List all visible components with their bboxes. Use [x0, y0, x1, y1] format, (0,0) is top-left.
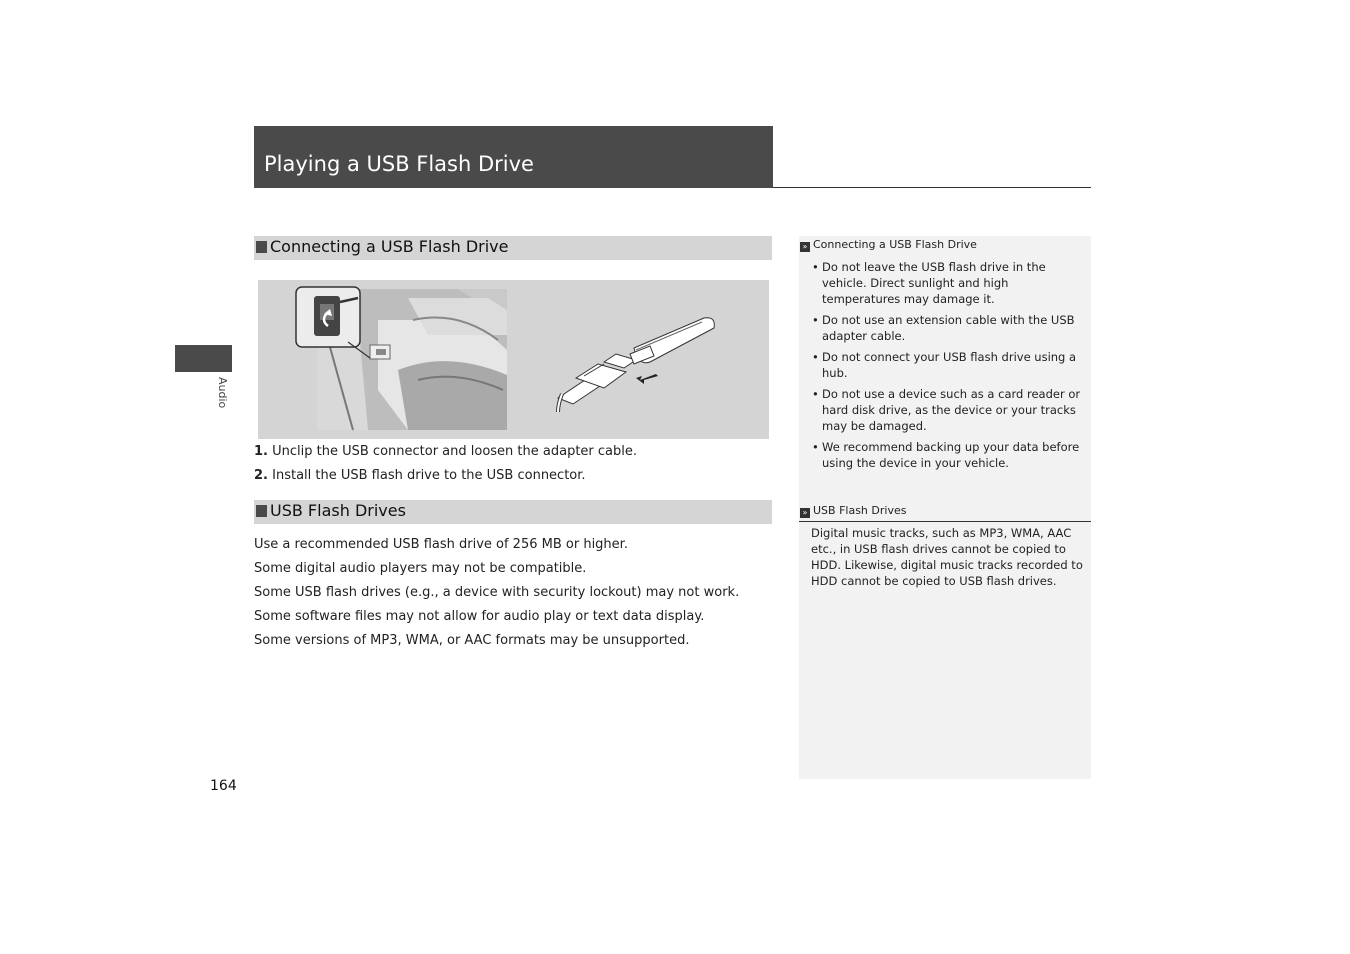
bullet-dot-icon: •: [812, 387, 819, 401]
note-bullet: • Do not use an extension cable with the USB adapter cable.: [812, 313, 1075, 343]
section-heading-usb-flash-drives: [254, 500, 772, 524]
body-text-line: Some software files may not allow for audio play or text data display.: [254, 609, 705, 624]
note-bullet: • Do not leave the USB flash drive in the vehicle. Direct sunlight and high temperatures may damage it.: [812, 260, 1046, 306]
body-text-line: Some versions of MP3, WMA, or AAC formats may be unsupported.: [254, 633, 690, 648]
square-bullet-icon: [256, 505, 267, 517]
page-number: 164: [210, 778, 237, 794]
bullet-dot-icon: •: [812, 260, 819, 274]
page-title: Playing a USB Flash Drive: [264, 152, 534, 176]
bullet-dot-icon: •: [812, 440, 819, 454]
bullet-dot-icon: •: [812, 350, 819, 364]
note-bullet: • We recommend backing up your data before using the device in your vehicle.: [812, 440, 1080, 470]
chapter-label: Audio: [216, 377, 229, 409]
body-text-line: Some digital audio players may not be compatible.: [254, 561, 587, 576]
note-rule: [799, 521, 1091, 522]
step-2: [254, 468, 586, 484]
note-heading-connecting: [800, 238, 977, 252]
double-chevron-icon: »: [800, 242, 810, 252]
note-body: Digital music tracks, such as MP3, WMA, AAC etc., in USB flash drives cannot be copied to HDD. Likewise, digital music tracks recorded to HDD cannot be copied to USB flash drives.: [811, 526, 1083, 588]
section-heading-text: Connecting a USB Flash Drive: [270, 237, 509, 256]
note-bullet: • Do not use a device such as a card reader or hard disk drive, as the device or your tracks may be damaged.: [812, 387, 1081, 433]
chapter-tab: [175, 345, 232, 372]
step-text: Unclip the USB connector and loosen the adapter cable.: [272, 444, 638, 459]
usb-stick-drawing: [558, 318, 714, 412]
usb-connection-illustration: [258, 280, 769, 439]
note-heading-text: Connecting a USB Flash Drive: [813, 238, 977, 251]
double-chevron-icon: »: [800, 508, 810, 518]
title-rule: [773, 187, 1091, 188]
note-heading-text: USB Flash Drives: [813, 504, 907, 517]
step-number: 1.: [254, 444, 268, 459]
body-text-line: Some USB flash drives (e.g., a device with security lockout) may not work.: [254, 585, 740, 600]
note-bullet: • Do not connect your USB flash drive using a hub.: [812, 350, 1077, 380]
square-bullet-icon: [256, 241, 267, 253]
step-number: 2.: [254, 468, 268, 483]
section-heading-connecting: [254, 236, 772, 260]
note-heading-usb-flash-drives: [800, 504, 906, 518]
section-heading-text: USB Flash Drives: [270, 501, 406, 520]
body-text-line: Use a recommended USB flash drive of 256 MB or higher.: [254, 537, 628, 552]
step-1: [254, 444, 637, 460]
illustration-svg: [258, 280, 769, 439]
step-text: Install the USB flash drive to the USB connector.: [272, 468, 586, 483]
bullet-dot-icon: •: [812, 313, 819, 327]
